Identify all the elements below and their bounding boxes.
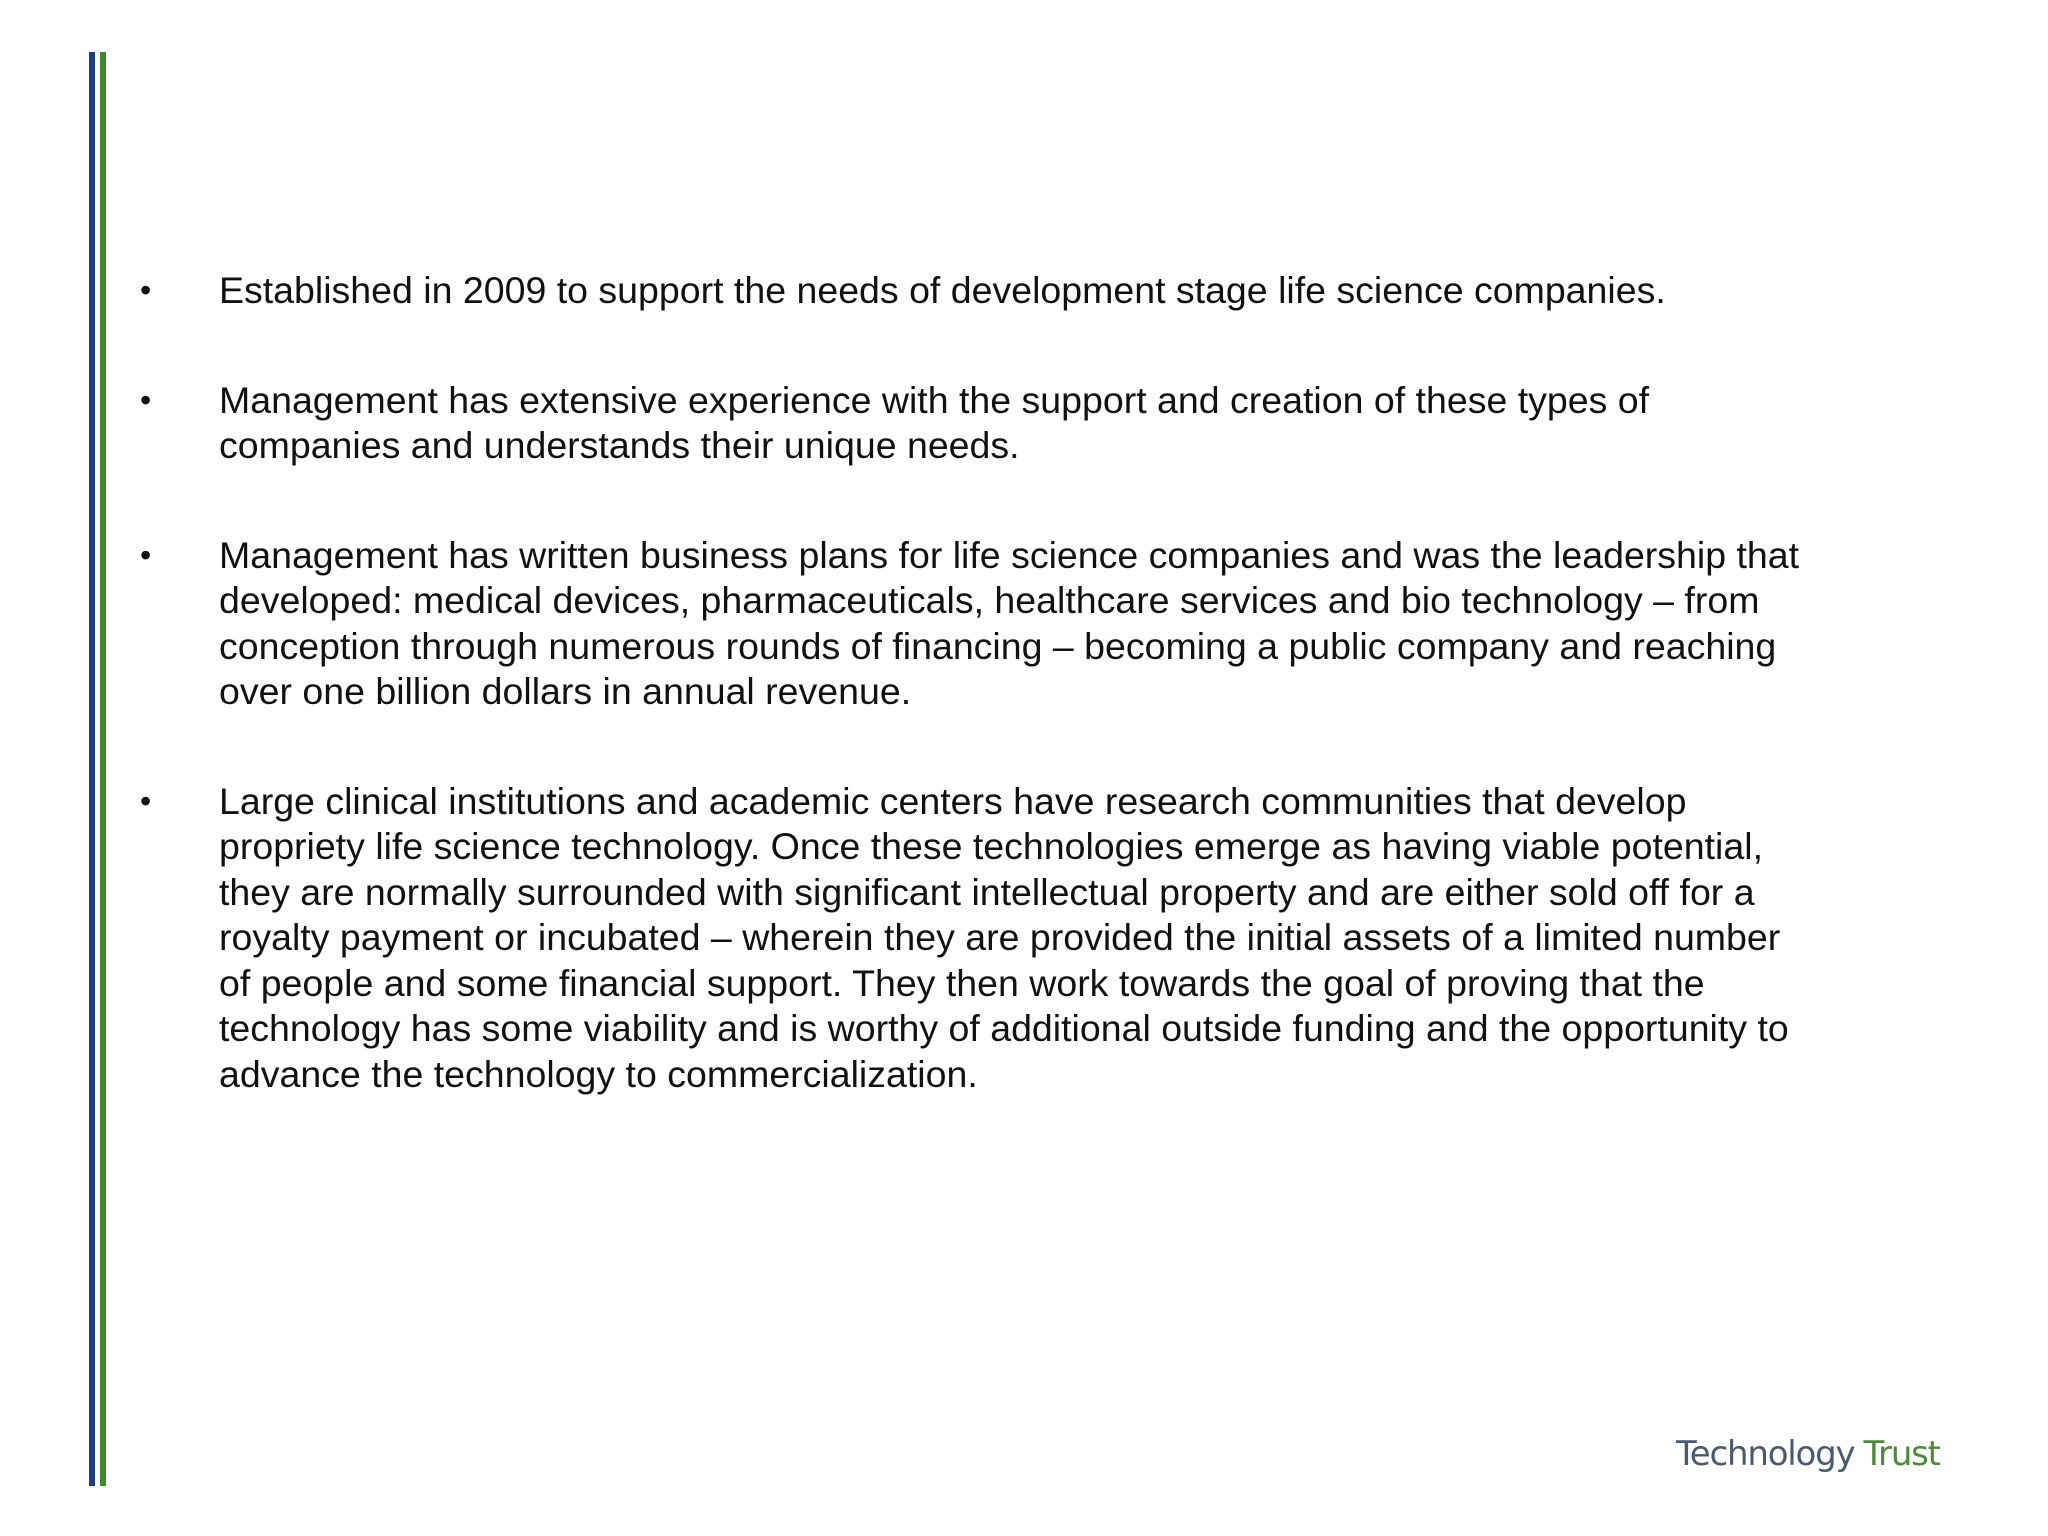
bullet-item (140, 533, 1940, 715)
brand-word-trust: Trust (1863, 1434, 1940, 1474)
bullet-list (140, 268, 1940, 1161)
bullet-text: Large clinical institutions and academic centers have research communities that develop propriety life science technology. Once these technologies emerge as having viable potential, they are normally surrounded with significant intellectual property and are either sold off for a royalty payment or incubated – wherein they are provided the initial assets of a limited number of people and some financial support. They then work towards the goal of proving that the technology has some viability and is worthy of additional outside funding and the opportunity to advance the technology to commercialization. (219, 779, 1789, 1095)
bullet-marker: • (140, 782, 152, 819)
brand-word-technology: Technology (1676, 1434, 1855, 1474)
bullet-text: Management has extensive experience with the support and creation of these types of companies and understands their unique needs. (219, 378, 1650, 466)
bullet-item (140, 378, 1940, 469)
left-rail-blue (89, 52, 95, 1486)
bullet-item (140, 268, 1940, 314)
bullet-text: Established in 2009 to support the needs of development stage life science companies. (219, 269, 1666, 311)
bullet-marker: • (140, 381, 152, 418)
bullet-marker: • (140, 536, 152, 573)
bullet-marker: • (140, 272, 152, 308)
brand-logo (1676, 1434, 1940, 1474)
bullet-item (140, 779, 1940, 1098)
bullet-text: Management has written business plans for life science companies and was the leadership that developed: medical devices, pharmaceuticals, healthcare services and bio technology – from conception through numerous rounds of financing – becoming a public company and reaching over one billion dollars in annual revenue. (219, 533, 1800, 712)
left-rail-green (100, 52, 106, 1486)
